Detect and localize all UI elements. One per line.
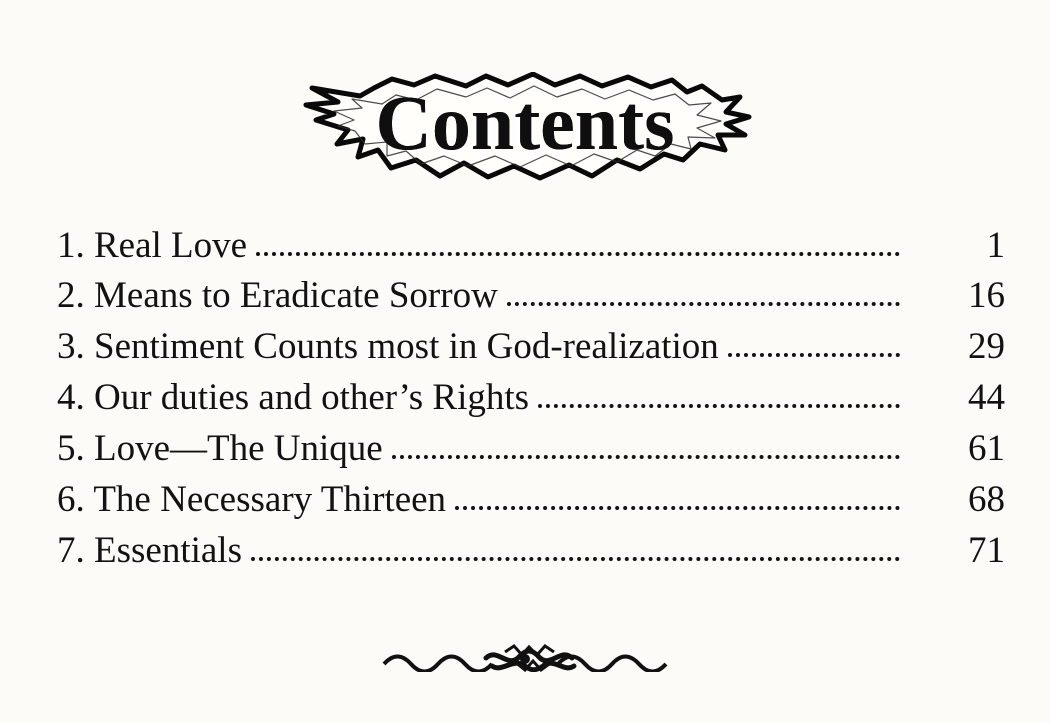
dot-leader	[728, 342, 900, 357]
contents-header	[290, 72, 760, 184]
toc-entry-page-number: 61	[968, 428, 1005, 469]
toc-entry-page-number: 71	[968, 530, 1005, 571]
toc-entry-page-number: 68	[968, 479, 1005, 520]
toc-entry-real-love[interactable]	[57, 224, 1005, 268]
dot-leader	[455, 495, 900, 510]
dot-leader	[538, 393, 900, 408]
toc-entry-title: 5. Love—The Unique	[57, 428, 383, 469]
toc-entry-sentiment-counts-most[interactable]	[57, 325, 1005, 369]
toc-entry-title: 4. Our duties and other’s Rights	[57, 377, 530, 418]
dot-leader	[392, 444, 900, 459]
toc-entry-necessary-thirteen[interactable]	[57, 478, 1005, 522]
decorative-ornament	[381, 642, 669, 672]
toc-entry-page-number: 16	[968, 275, 1005, 316]
contents-title: Contents	[375, 79, 675, 166]
toc-entry-page-number: 29	[968, 326, 1005, 367]
table-of-contents	[57, 224, 1005, 584]
toc-entry-our-duties[interactable]	[57, 376, 1005, 420]
toc-entry-title: 2. Means to Eradicate Sorrow	[57, 275, 498, 316]
toc-entry-title: 3. Sentiment Counts most in God-realization	[57, 326, 719, 367]
toc-entry-title: 7. Essentials	[57, 530, 242, 571]
dot-leader	[507, 291, 900, 306]
toc-entry-means-to-eradicate-sorrow[interactable]	[57, 274, 1005, 318]
toc-entry-page-number: 1	[986, 225, 1005, 266]
dot-leader	[256, 241, 900, 256]
toc-entry-title: 6. The Necessary Thirteen	[57, 479, 447, 520]
toc-entry-love-the-unique[interactable]	[57, 427, 1005, 471]
toc-entry-essentials[interactable]	[57, 529, 1005, 573]
toc-entry-title: 1. Real Love	[57, 225, 248, 266]
toc-entry-page-number: 44	[968, 377, 1005, 418]
dot-leader	[251, 546, 900, 561]
